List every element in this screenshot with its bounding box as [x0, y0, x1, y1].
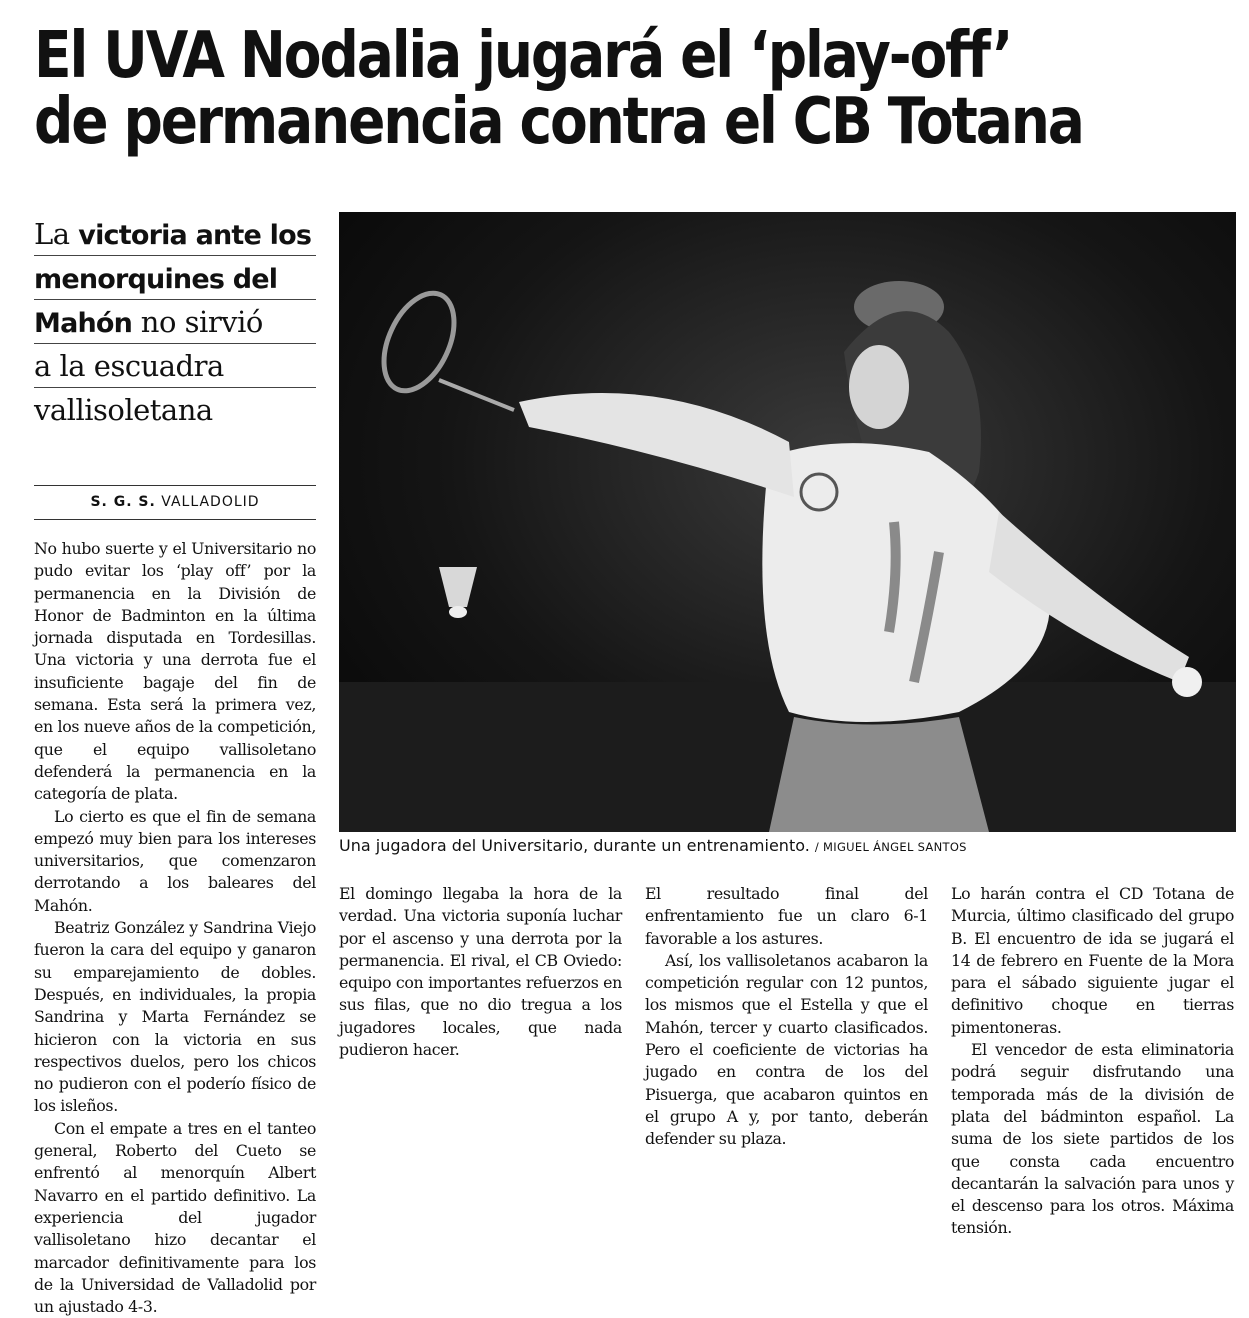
subhead-line — [34, 388, 316, 432]
photo-caption — [339, 836, 1236, 855]
badminton-player-photo — [339, 212, 1236, 832]
subhead-line — [34, 300, 316, 344]
body-paragraph: Así, los vallisoletanos acabaron la competición regular con 12 puntos, los mismos que el Estella y que el Mahón, tercer y cuarto clasificados. Pero el coeficiente de victorias ha jugado en contra de los del Pisuerga, que acabaron quintos en el grupo A y, por tanto, deberán defender su plaza. — [645, 950, 928, 1149]
byline — [34, 494, 316, 510]
photo-illustration — [339, 212, 1236, 832]
headline-line-2: de permanencia contra el CB Totana — [34, 85, 1083, 159]
headline — [34, 19, 1083, 159]
subhead-line — [34, 344, 316, 388]
body-paragraph: Beatriz González y Sandrina Viejo fueron la cara del equipo y ganaron su emparejamiento de dobles. Después, en individuales, la propia Sandrina y Marta Fernández se hicieron con la victoria en sus respectivos duelos, pero los chicos no pudieron con el poderío físico de los isleños. — [34, 918, 316, 1116]
photo-credit: / MIGUEL ÁNGEL SANTOS — [814, 840, 967, 854]
body-paragraph: Lo harán contra el CD Totana de Murcia, último clasificado del grupo B. El encuentro de ida se jugará el 14 de febrero en Fuente de la Mora para el sábado siguiente jugar el definitivo choque en tierras pimentoneras. — [951, 884, 1234, 1037]
column-4 — [951, 883, 1234, 1240]
shuttlecocks-in-hand — [1172, 667, 1202, 697]
headline-line-1: El UVA Nodalia jugará el ‘play-off’ — [34, 19, 1012, 93]
body-paragraph: Con el empate a tres en el tanteo general, Roberto del Cueto se enfrentó al menorquín Albert Navarro en el partido definitivo. La experiencia del jugador vallisoletano hizo decantar el marcador definitivamente para los de la Universidad de Valladolid por un ajustado 4-3. — [34, 1118, 316, 1317]
subhead-text: La — [34, 217, 79, 251]
byline-bottom-rule — [34, 519, 316, 520]
player-arm-extended — [519, 393, 794, 497]
author-initials: S. G. S. — [90, 494, 156, 510]
column-1 — [34, 538, 316, 1318]
shuttlecock-icon — [439, 567, 477, 607]
player-face — [849, 345, 909, 429]
caption-text: Una jugadora del Universitario, durante un entrenamiento. — [339, 836, 810, 855]
subhead-line — [34, 256, 316, 300]
player-trousers — [769, 717, 989, 832]
body-paragraph: No hubo suerte y el Universitario no pudo evitar los ‘play off’ por la permanencia en la División de Honor de Badminton en la última jornada disputada en Tordesillas. Una victoria y una derrota fue el insuficiente bagaje del fin de semana. Esta será la primera vez, en los nueve años de la competición, que el equipo vallisoletano defenderá la permanencia en la categoría de plata. — [34, 539, 316, 804]
subhead-bold-text: victoria ante los — [78, 220, 312, 251]
column-3 — [645, 883, 928, 1151]
shuttlecock-base — [449, 606, 467, 618]
body-paragraph: El vencedor de esta eliminatoria podrá seguir disfrutando una temporada más de la división de plata del bádminton español. La suma de los siete partidos de los que consta cada encuentro decantarán la salvación para unos y el descenso para los otros. Máxima tensión. — [951, 1040, 1234, 1238]
column-2 — [339, 883, 622, 1061]
racket-handle — [439, 380, 514, 410]
subhead-text: no sirvió — [132, 305, 263, 339]
body-paragraph: El domingo llegaba la hora de la verdad. Una victoria suponía luchar por el ascenso y una derrota por la permanencia. El rival, el CB Oviedo: equipo con importantes refuerzos en sus filas, que no dio tregua a los jugadores locales, que nada pudieron hacer. — [339, 884, 622, 1060]
subhead-bold-text: menorquines del — [34, 264, 278, 295]
subhead-line — [34, 212, 316, 256]
subhead-bold-text: Mahón — [34, 308, 133, 339]
byline-top-rule — [34, 485, 316, 486]
subhead-text: a la escuadra — [34, 349, 224, 383]
dateline-place: VALLADOLID — [161, 494, 260, 510]
body-paragraph: Lo cierto es que el fin de semana empezó muy bien para los intereses universitarios, que comenzaron derrotando a los baleares del Mahón. — [34, 806, 316, 915]
body-paragraph: El resultado final del enfrentamiento fue un claro 6-1 favorable a los astures. — [645, 884, 928, 948]
subhead — [34, 212, 316, 432]
subhead-text: vallisoletana — [34, 393, 213, 427]
